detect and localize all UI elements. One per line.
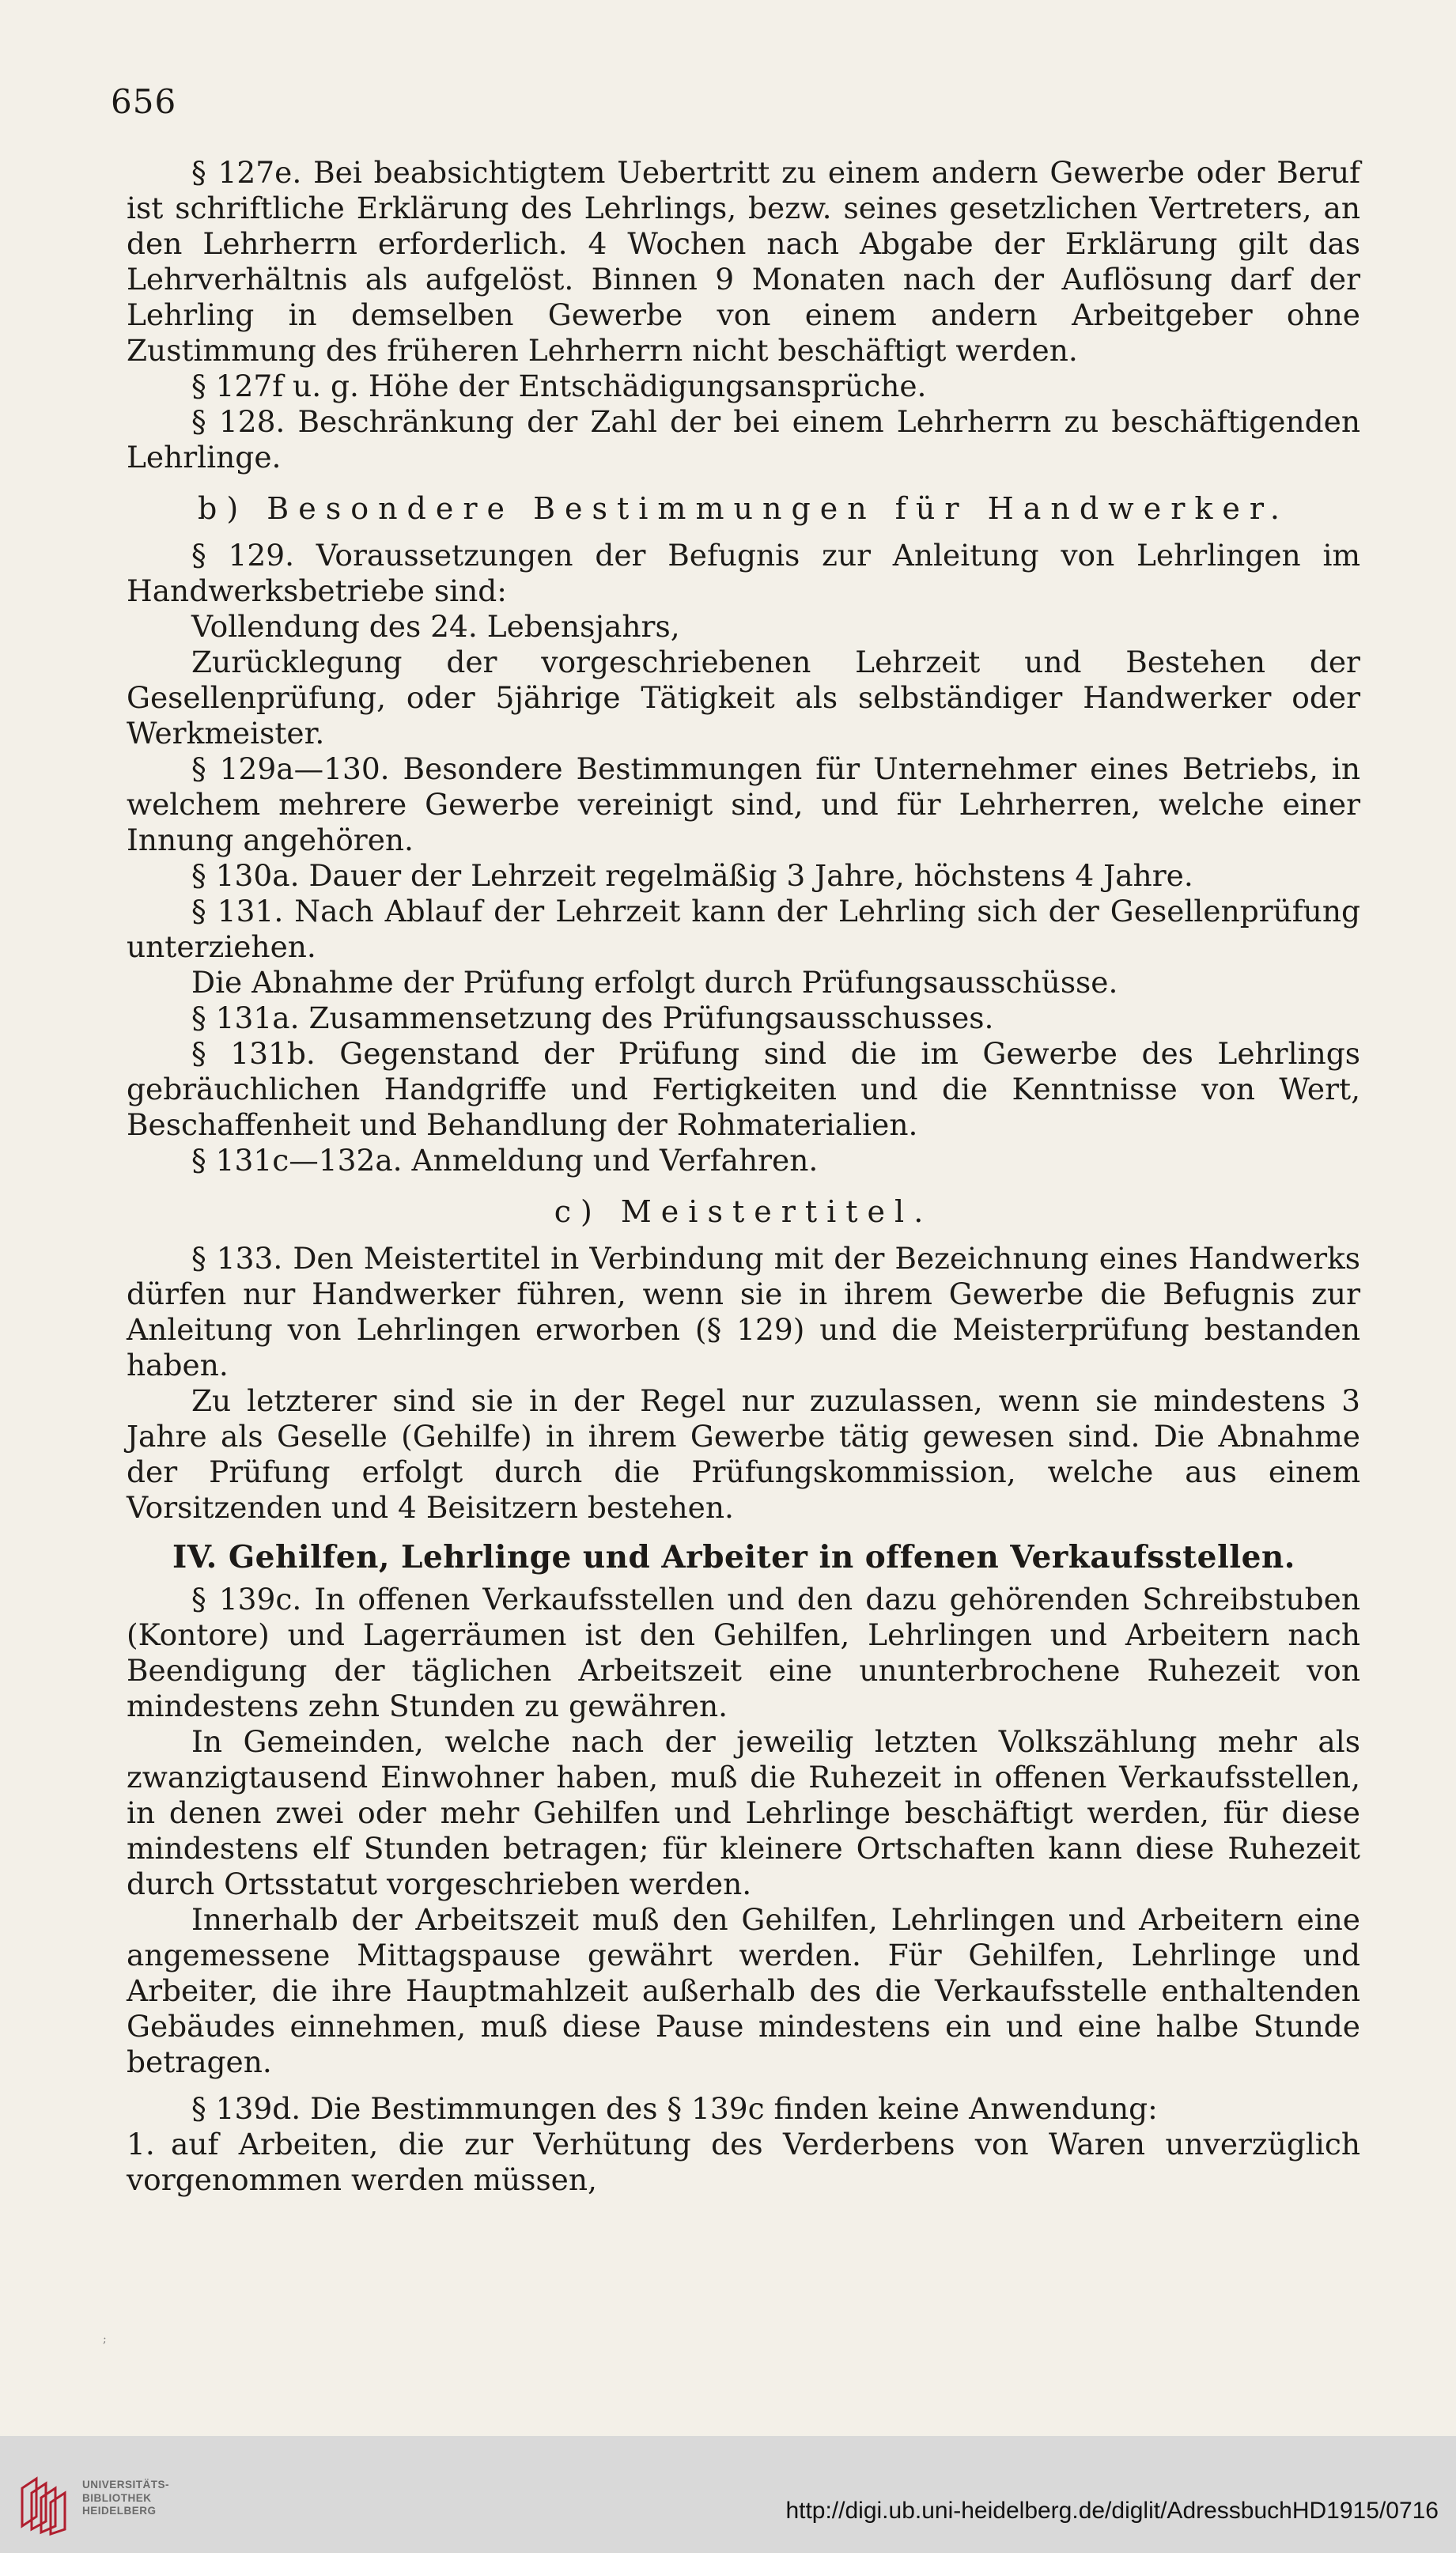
paragraph-129: § 129. Voraussetzungen der Befugnis zur Anleitung von Lehrlingen im Handwerksbetriebe sind: bbox=[127, 538, 1360, 608]
footer-bar bbox=[0, 2436, 1456, 2553]
paragraph-127f: § 127f u. g. Höhe der Entschädigungsansprüche. bbox=[191, 369, 927, 403]
library-name-line: BIBLIOTHEK bbox=[82, 2491, 152, 2504]
paragraph-129a: § 129a—130. Besondere Bestimmungen für Unternehmer eines Betriebs, in welchem mehrere Gewerbe vereinigt sind, und für Lehrherren, welche einer Innung angehören. bbox=[127, 751, 1360, 857]
paragraph-139d: § 139d. Die Bestimmungen des § 139c finden keine Anwendung: bbox=[191, 2091, 1158, 2126]
library-name bbox=[82, 2479, 169, 2518]
subheading-handwerker: b) Besondere Bestimmungen für Handwerker. bbox=[198, 491, 1289, 526]
heidelberg-library-logo-icon bbox=[14, 2471, 79, 2536]
subheading-meistertitel: c) Meistertitel. bbox=[554, 1194, 933, 1229]
source-url-link[interactable]: http://digi.ub.uni-heidelberg.de/diglit/AdressbuchHD1915/0716 bbox=[785, 2498, 1439, 2524]
page-number: 656 bbox=[111, 82, 177, 121]
paragraph-129-item-2: Zurücklegung der vorgeschriebenen Lehrzeit und Bestehen der Gesellenprüfung, oder 5jährige Tätigkeit als selbständiger Handwerker oder Werkmeister. bbox=[127, 645, 1360, 751]
list-item-number: 1. bbox=[127, 2127, 155, 2162]
paragraph-139c-mittagspause: Innerhalb der Arbeitszeit muß den Gehilfen, Lehrlingen und Arbeitern eine angemessene Mittagspause gewährt werden. Für Gehilfen, Lehrlinge und Arbeiter, die ihre Hauptmahlzeit außerhalb des die Verkaufsstelle enthaltenden Gebäudes einnehmen, muß diese Pause mindestens ein und eine halbe Stunde betragen. bbox=[127, 1902, 1360, 2079]
paragraph-128: § 128. Beschränkung der Zahl der bei einem Lehrherrn zu beschäftigenden Lehrlinge. bbox=[127, 404, 1360, 475]
paragraph-139c-gemeinden: In Gemeinden, welche nach der jeweilig letzten Volkszählung mehr als zwanzigtausend Einwohner haben, muß die Ruhezeit in offenen Verkaufsstellen, in denen zwei oder mehr Gehilfen und Lehrlinge beschäftigt werden, für diese mindestens elf Stunden betragen; für kleinere Ortschaften kann diese Ruhezeit durch Ortsstatut vorgeschrieben werden. bbox=[127, 1724, 1360, 1901]
paragraph-130a: § 130a. Dauer der Lehrzeit regelmäßig 3 Jahre, höchstens 4 Jahre. bbox=[191, 858, 1193, 893]
paragraph-133: § 133. Den Meistertitel in Verbindung mit der Bezeichnung eines Handwerks dürfen nur Handwerker führen, wenn sie in ihrem Gewerbe die Befugnis zur Anleitung von Lehrlingen erworben (§ 129) und die Meisterprüfung bestanden haben. bbox=[127, 1241, 1360, 1382]
paragraph-133-cont: Zu letzterer sind sie in der Regel nur zuzulassen, wenn sie mindestens 3 Jahre als Geselle (Gehilfe) in ihrem Gewerbe tätig gewesen sind. Die Abnahme der Prüfung erfolgt durch die Prüfungskommission, welche aus einem Vorsitzenden und 4 Beisitzern bestehen. bbox=[127, 1383, 1360, 1525]
paragraph-131-note: Die Abnahme der Prüfung erfolgt durch Prüfungsausschüsse. bbox=[191, 965, 1118, 1000]
library-name-line: UNIVERSITÄTS- bbox=[82, 2479, 170, 2491]
paragraph-131c: § 131c—132a. Anmeldung und Verfahren. bbox=[191, 1143, 819, 1178]
stray-mark: ; bbox=[103, 2333, 107, 2346]
list-item bbox=[127, 2127, 1360, 2198]
paragraph-129-item-1: Vollendung des 24. Lebensjahrs, bbox=[191, 609, 680, 644]
document-body bbox=[127, 155, 1360, 2198]
library-name-line: HEIDELBERG bbox=[82, 2505, 157, 2517]
paragraph-139c: § 139c. In offenen Verkaufsstellen und den dazu gehörenden Schreibstuben (Kontore) und Lagerräumen ist den Gehilfen, Lehrlingen und Arbeitern nach Beendigung der täglichen Arbeitszeit eine ununterbrochene Ruhezeit von mindestens zehn Stunden zu gewähren. bbox=[127, 1582, 1360, 1723]
paragraph-131b: § 131b. Gegenstand der Prüfung sind die im Gewerbe des Lehrlings gebräuchlichen Handgriffe und Fertigkeiten und die Kenntnisse von Wert, Beschaffenheit und Behandlung der Rohmaterialien. bbox=[127, 1036, 1360, 1142]
list-item-text: auf Arbeiten, die zur Verhütung des Verderbens von Waren unverzüglich vorgenommen werden müssen, bbox=[127, 2127, 1360, 2197]
section-heading-iv: IV. Gehilfen, Lehrlinge und Arbeiter in offenen Verkaufsstellen. bbox=[172, 1539, 1295, 1575]
paragraph-127e: § 127e. Bei beabsichtigtem Uebertritt zu einem andern Gewerbe oder Beruf ist schriftliche Erklärung des Lehrlings, bezw. seines gesetzlichen Vertreters, an den Lehrherrn erforderlich. 4 Wochen nach Abgabe der Erklärung gilt das Lehrverhältnis als aufgelöst. Binnen 9 Monaten nach der Auflösung darf der Lehrling in demselben Gewerbe von einem andern Arbeitgeber ohne Zustimmung des früheren Lehrherrn nicht beschäftigt werden. bbox=[127, 155, 1360, 368]
paragraph-131a: § 131a. Zusammensetzung des Prüfungsausschusses. bbox=[191, 1000, 994, 1035]
paragraph-131: § 131. Nach Ablauf der Lehrzeit kann der Lehrling sich der Gesellenprüfung unterziehen. bbox=[127, 894, 1360, 964]
